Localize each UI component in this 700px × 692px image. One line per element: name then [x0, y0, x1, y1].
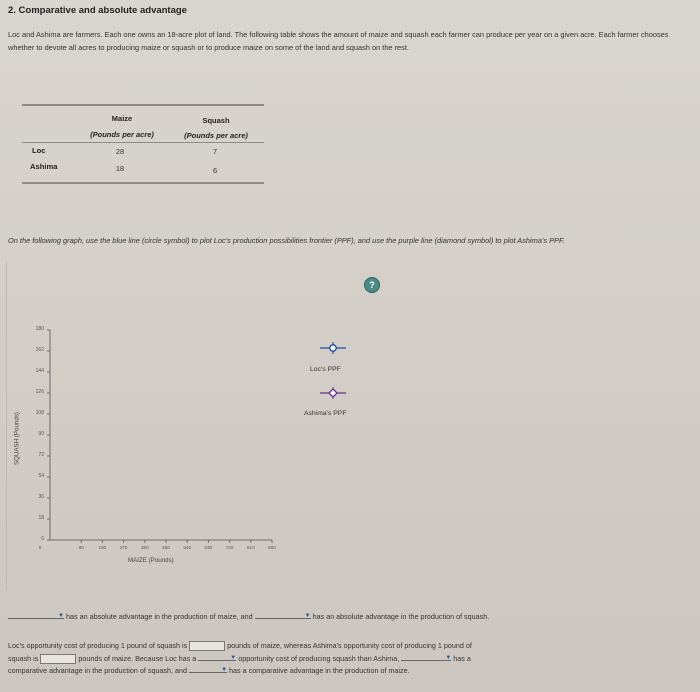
question-absolute-advantage — [8, 610, 698, 623]
y-tick-label: 162 — [35, 347, 44, 353]
x-tick-label: 720 — [225, 545, 234, 550]
loc-squash-cell: 7 — [212, 147, 218, 156]
ashima-ppf-diamond-tool[interactable] — [329, 389, 337, 397]
help-icon[interactable]: ? — [364, 277, 380, 293]
loc-ppf-legend-label: Loc's PPF — [310, 366, 341, 373]
y-tick-label: 180 — [35, 326, 44, 332]
intro-paragraph: Loc and Ashima are farmers. Each one owns an 18-acre plot of land. The following table shows the amount of maize and squash each farmer can produce per year on a given acre. Each farmer chooses whether to devote all acres to producing maize or squash or to produce maize on some of the land and squash on the rest. — [8, 30, 669, 52]
y-tick-label: 90 — [38, 431, 44, 437]
lower-higher-dropdown[interactable] — [198, 652, 236, 661]
absolute-squash-dropdown[interactable] — [255, 610, 311, 619]
loc-maize-cell: 28 — [115, 147, 125, 156]
comparative-maize-dropdown[interactable] — [189, 664, 227, 673]
line3-text-a: squash is — [8, 654, 39, 663]
comparative-squash-dropdown[interactable] — [401, 652, 451, 661]
y-tick-label: 108 — [35, 410, 44, 416]
x-tick-label: 540 — [183, 545, 192, 550]
y-tick-label: 72 — [38, 452, 44, 458]
x-axis-label: MAIZE (Pounds) — [128, 557, 174, 564]
x-tick-label: 270 — [119, 545, 128, 550]
maize-unit-header: (Pounds per acre) — [90, 130, 154, 139]
question-opportunity-cost — [8, 640, 698, 652]
squash-unit-header: (Pounds per acre) — [184, 131, 248, 140]
ashima-opportunity-cost-input[interactable] — [40, 654, 76, 664]
chevron-down-icon: ▼ — [230, 655, 237, 661]
x-tick-label: 180 — [98, 545, 107, 550]
chevron-down-icon: ▼ — [221, 667, 228, 673]
x-tick-label: 900 — [268, 545, 276, 550]
x-tick-label: 90 — [78, 545, 84, 550]
x-tick-label: 810 — [246, 545, 255, 550]
line3-text-b: pounds of maize. Because Loc has a — [78, 654, 197, 663]
ashima-ppf-legend-label: Ashima's PPF — [304, 410, 347, 417]
y-axis-label: SQUASH (Pounds) — [13, 412, 21, 465]
line2-text-b: pounds of maize, whereas Ashima's opportunity cost of producing 1 pound of — [227, 641, 472, 650]
x-tick-label: 360 — [140, 545, 149, 550]
chevron-down-icon: ▼ — [445, 655, 452, 661]
line1-text-b: has an absolute advantage in the production of squash. — [312, 612, 490, 621]
y-tick-label: 54 — [38, 473, 44, 479]
ashima-maize-cell: 18 — [115, 164, 125, 173]
chevron-down-icon: ▼ — [58, 613, 64, 619]
y-tick-label: 126 — [35, 389, 44, 395]
y-tick-label: 18 — [38, 515, 44, 521]
line4-text-b: has a comparative advantage in the production of maize. — [229, 666, 410, 675]
x-tick-label: 630 — [204, 545, 213, 550]
y-tick-label: 36 — [38, 494, 44, 500]
squash-header: Squash — [202, 116, 230, 125]
line3-text-c: opportunity cost of producing squash than Ashima, — [238, 654, 400, 663]
question-line-4 — [8, 664, 698, 677]
y-tick-label: 0 — [41, 536, 44, 542]
question-title: 2. Comparative and absolute advantage — [8, 5, 187, 16]
ashima-squash-cell: 6 — [212, 166, 218, 175]
graph-instructions: On the following graph, use the blue line (circle symbol) to plot Loc's production possibilities frontier (PPF), and use the purple line (diamond symbol) to plot Ashima's PPF. — [8, 236, 565, 245]
line3-text-d: has a — [453, 654, 471, 663]
row-label-loc: Loc — [32, 146, 46, 155]
absolute-maize-dropdown[interactable] — [8, 610, 64, 619]
chevron-down-icon: ▼ — [304, 613, 311, 619]
row-label-ashima: Ashima — [30, 162, 58, 171]
x-tick-label: 0 — [38, 545, 42, 550]
loc-opportunity-cost-input[interactable] — [189, 641, 225, 651]
maize-header: Maize — [111, 114, 133, 123]
x-tick-label: 450 — [162, 545, 170, 550]
line4-text-a: comparative advantage in the production of squash, and — [8, 666, 188, 675]
line1-text-a: has an absolute advantage in the production of maize, and — [66, 612, 253, 621]
loc-ppf-circle-tool[interactable] — [330, 345, 336, 351]
y-tick-label: 144 — [35, 368, 44, 374]
line2-text-a: Loc's opportunity cost of producing 1 pound of squash is — [8, 641, 188, 650]
